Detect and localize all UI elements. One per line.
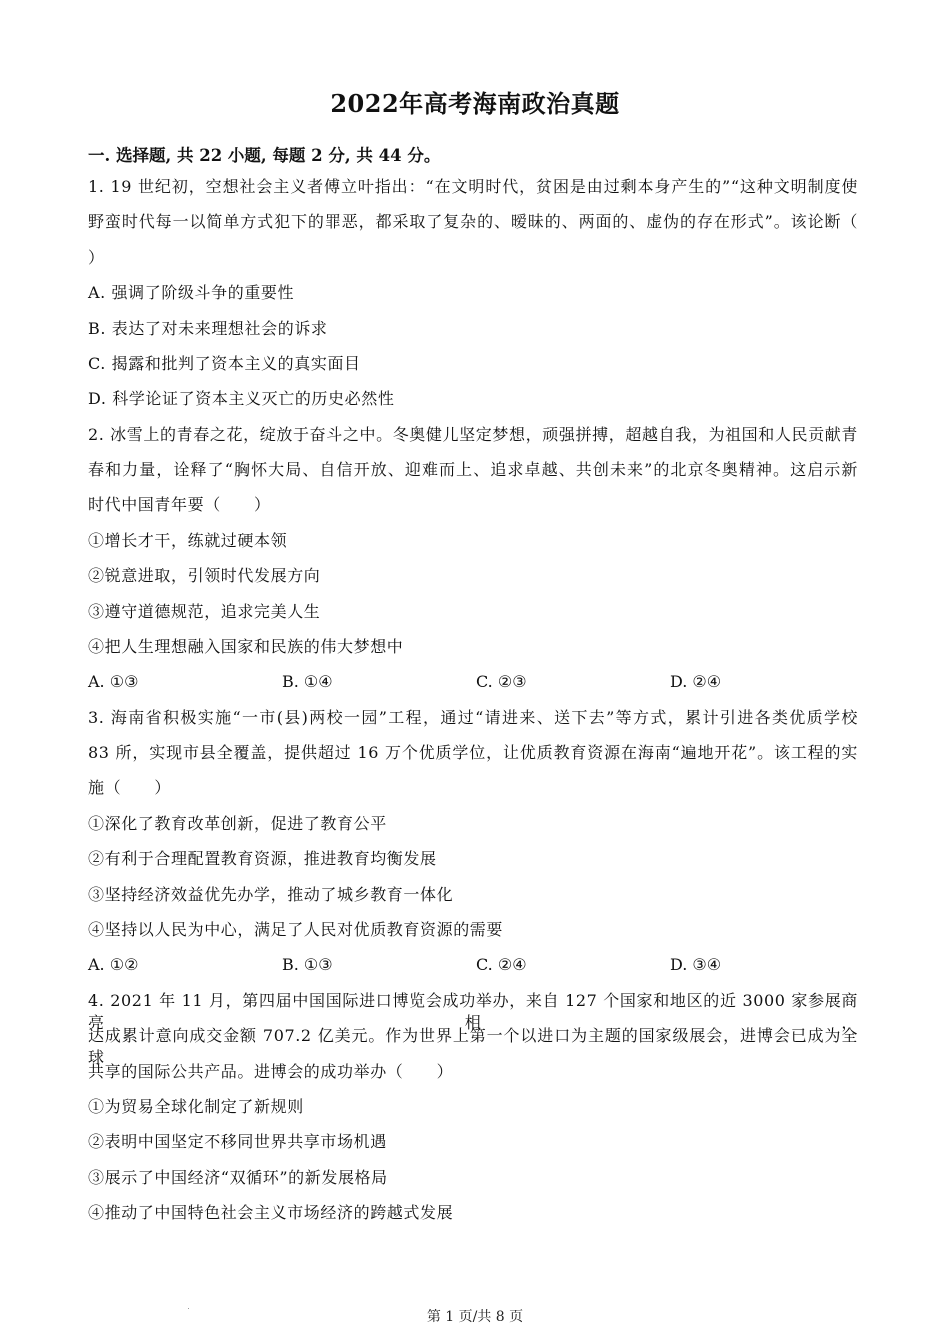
answer-choice: B. ①④ <box>282 672 333 692</box>
question-option: ②有利于合理配置教育资源，推进教育均衡发展 <box>88 849 437 869</box>
question-option: ④把人生理想融入国家和民族的伟大梦想中 <box>88 636 404 656</box>
question-option: ①为贸易全球化制定了新规则 <box>88 1096 304 1116</box>
answer-choice: B. ①③ <box>282 955 333 975</box>
question-stem-line: 达成累计意向成交金额 707.2 亿美元。作为世界上第一个以进口为主题的国家级展会，进博会已成为全球 <box>88 1026 858 1068</box>
question-option: ①增长才干，练就过硬本领 <box>88 530 288 550</box>
question-stem-line: 4. 2021 年 11 月，第四届中国国际进口博览会成功举办，来自 127 个国家和地区的近 3000 家参展商亮相， <box>88 990 858 1032</box>
question-stem-line: 2. 冰雪上的青春之花，绽放于奋斗之中。冬奥健儿坚定梦想，顽强拼搏，超越自我，为祖国和人民贡献青 <box>88 424 858 444</box>
answer-choice: C. ②④ <box>476 955 527 975</box>
question-stem-line: 3. 海南省积极实施“一市(县)两校一园”工程，通过“请进来、送下去”等方式，累计引进各类优质学校 <box>88 707 858 727</box>
question-stem-line: 野蛮时代每一以简单方式犯下的罪恶，都采取了复杂的、暧昧的、两面的、虚伪的存在形式”。该论断（ <box>88 212 858 232</box>
question-option: ③遵守道德规范，追求完美人生 <box>88 601 321 621</box>
question-option: ③展示了中国经济“双循环”的新发展格局 <box>88 1167 388 1187</box>
question-option: ②锐意进取，引领时代发展方向 <box>88 566 321 586</box>
question-option: B. 表达了对未来理想社会的诉求 <box>88 318 328 338</box>
question-option: ④坚持以人民为中心，满足了人民对优质教育资源的需要 <box>88 919 504 939</box>
question-stem-line: 1. 19 世纪初，空想社会主义者傅立叶指出：“在文明时代，贫困是由过剩本身产生的”“这种文明制度使 <box>88 177 858 196</box>
section-heading: 一. 选择题, 共 22 小题, 每题 2 分, 共 44 分。 <box>88 146 441 165</box>
question-stem-line: 共享的国际公共产品。进博会的成功举办（ ） <box>88 1061 454 1081</box>
question-option: ④推动了中国特色社会主义市场经济的跨越式发展 <box>88 1203 454 1223</box>
answer-choices <box>88 671 864 693</box>
answer-choice: A. ①② <box>88 955 139 975</box>
page-footer: 第 1 页/共 8 页 <box>426 1309 524 1325</box>
question-stem-line: 时代中国青年要（ ） <box>88 495 271 515</box>
answer-choice: A. ①③ <box>88 672 139 692</box>
question-stem-line: 83 所，实现市县全覆盖，提供超过 16 万个优质学位，让优质教育资源在海南“遍地开花”。该工程的实 <box>88 743 858 763</box>
question-option: A. 强调了阶级斗争的重要性 <box>88 283 295 303</box>
answer-choice: C. ②③ <box>476 672 527 692</box>
question-option: D. 科学论证了资本主义灭亡的历史必然性 <box>88 389 395 409</box>
question-option: ②表明中国坚定不移同世界共享市场机遇 <box>88 1132 387 1152</box>
answer-choice: D. ②④ <box>670 672 722 692</box>
answer-choices <box>88 954 864 976</box>
document-title: 2022年高考海南政治真题 <box>330 89 620 118</box>
question-option: ①深化了教育改革创新，促进了教育公平 <box>88 813 387 833</box>
answer-choice: D. ③④ <box>670 955 722 975</box>
question-option: ③坚持经济效益优先办学，推动了城乡教育一体化 <box>88 884 454 904</box>
question-stem-line: 春和力量，诠释了“胸怀大局、自信开放、迎难而上、追求卓越、共创未来”的北京冬奥精神。这启示新 <box>88 460 858 480</box>
question-option: C. 揭露和批判了资本主义的真实面目 <box>88 353 361 373</box>
question-stem-line: 施（ ） <box>88 778 172 798</box>
question-stem-line: ） <box>88 247 105 267</box>
